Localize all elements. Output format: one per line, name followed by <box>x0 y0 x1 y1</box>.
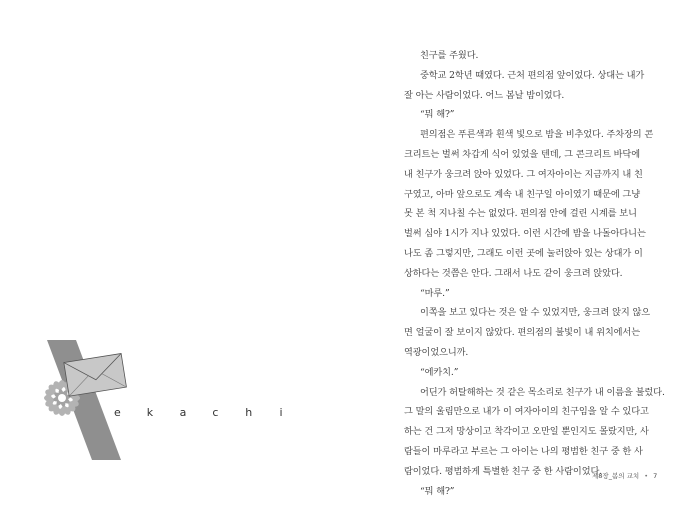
text-line: 못 본 척 지나칠 수는 없었다. 편의점 안에 걸린 시계를 보니 <box>404 208 637 220</box>
footer-separator: • <box>644 472 649 480</box>
side-word-letter: i <box>279 406 283 419</box>
text-line: 구였고, 아마 앞으로도 계속 내 친구일 아이였기 때문에 그냥 <box>404 188 640 200</box>
chapter-title: 제8장_봄의 교치 <box>592 472 640 480</box>
text-line: 크리트는 벌써 차갑게 식어 있었을 텐데, 그 콘크리트 바닥에 <box>404 148 640 160</box>
page-number: 7 <box>653 472 658 480</box>
text-line: 상하다는 것쯤은 안다. 그래서 나도 같이 웅크려 앉았다. <box>404 267 623 279</box>
text-line: 람들이 마루라고 부르는 그 아이는 나의 평범한 친구 중 한 사 <box>404 445 643 457</box>
text-line: 이쪽을 보고 있다는 것은 알 수 있었지만, 웅크려 앉지 않으 <box>420 307 651 319</box>
text-line: “에카치.” <box>420 366 459 378</box>
body-text <box>404 46 665 501</box>
side-word-letter: e <box>114 406 121 419</box>
side-word-letter: c <box>212 406 219 419</box>
text-line: 중학교 2학년 때였다. 근처 편의점 앞이었다. 상대는 내가 <box>420 69 645 81</box>
side-word-letter: k <box>146 406 154 419</box>
text-line: 람이었다. 평범하게 특별한 친구 중 한 사람이었다. <box>404 465 603 477</box>
text-line: 친구를 주웠다. <box>420 50 479 61</box>
text-line: 잘 아는 사람이었다. 어느 봄날 밤이었다. <box>404 89 565 101</box>
text-line: 그 말의 울림만으로 내가 이 여자아이의 친구임을 알 수 있다고 <box>404 406 649 418</box>
text-line: 어딘가 허탈해하는 것 같은 목소리로 친구가 내 이름을 불렀다. <box>420 386 665 398</box>
text-line: “뭐 해?” <box>420 109 455 121</box>
text-line: 역광이었으니까. <box>404 346 469 358</box>
text-line: 면 얼굴이 잘 보이지 않았다. 편의점의 불빛이 내 위치에서는 <box>404 327 640 339</box>
text-line: 내 친구가 웅크려 앉아 있었다. 그 여자아이는 지금까지 내 친 <box>404 168 643 180</box>
text-line: “마루.” <box>420 287 450 299</box>
side-word-letter: h <box>245 406 253 419</box>
page-footer <box>592 471 657 480</box>
side-word <box>114 406 284 419</box>
side-word-letter: a <box>179 406 187 419</box>
text-line: 편의점은 푸른색과 흰색 빛으로 밤을 비추었다. 주차장의 콘 <box>420 129 654 141</box>
text-line: 벌써 심야 1시가 지나 있었다. 이런 시간에 밤을 나돌아다니는 <box>404 228 646 240</box>
text-line: “뭐 해?” <box>420 485 455 497</box>
text-line: 하는 건 그저 망상이고 착각이고 오만일 뿐인지도 몰랐지만, 사 <box>404 426 649 438</box>
text-line: 나도 좀 그렇지만, 그래도 이런 곳에 눌러앉아 있는 상대가 이 <box>404 247 643 259</box>
